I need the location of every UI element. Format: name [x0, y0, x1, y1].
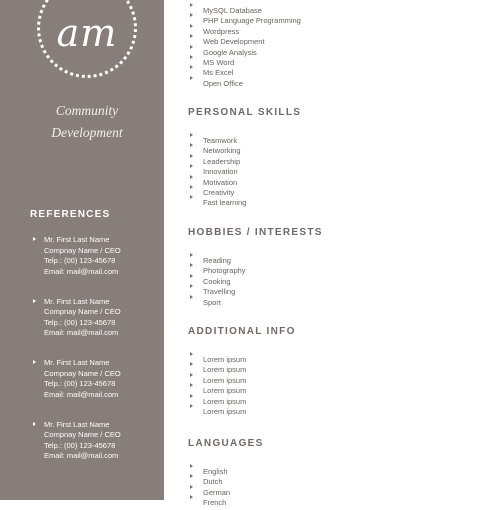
- reference-company: Compnay Name / CEO: [44, 307, 121, 316]
- bullet-icon: [190, 143, 193, 147]
- references-list: [33, 235, 161, 481]
- list-item: Cooking: [188, 271, 323, 281]
- list-item: Lorem ipsum: [188, 401, 296, 411]
- hobbies-section: [188, 227, 323, 307]
- job-title-line-1: Community: [55, 103, 119, 118]
- bullet-icon: [190, 253, 193, 257]
- bullet-icon: [190, 65, 193, 69]
- list-item: Reading: [188, 250, 323, 260]
- bullet-icon: [190, 383, 193, 387]
- reference-phone: Telp.: (00) 123-45678: [44, 379, 116, 388]
- monogram-text: am: [56, 11, 118, 55]
- list-item: Photography: [188, 260, 323, 270]
- reference-company: Compnay Name / CEO: [44, 368, 121, 378]
- list-item: French: [188, 492, 264, 502]
- bullet-icon: [190, 464, 193, 468]
- list-item: Fast learning: [188, 192, 301, 202]
- reference-phone: Telp.: (00) 123-45678: [44, 256, 116, 265]
- reference-company: Compnay Name / CEO: [44, 430, 121, 439]
- bullet-icon: [190, 24, 193, 28]
- list-item: Ms Excel: [188, 62, 301, 72]
- list-item: Lorem ipsum: [188, 349, 296, 359]
- reference-email: Email: mail@mail.com: [44, 266, 119, 276]
- reference-name: Mr. First Last Name: [44, 419, 110, 429]
- bullet-icon: [190, 195, 193, 199]
- list-item: Networking: [188, 140, 301, 150]
- bullet-icon: [33, 360, 36, 364]
- bullet-icon: [190, 495, 193, 499]
- reference-item: [33, 420, 161, 462]
- list-item: MS Word: [188, 52, 301, 62]
- list-item: Lorem ipsum: [188, 370, 296, 380]
- bullet-icon: [190, 485, 193, 489]
- list-item: MySQL Database: [188, 0, 301, 10]
- list-item: German: [188, 482, 264, 492]
- computer-skills-section: [188, 0, 301, 88]
- reference-email: Email: mail@mail.com: [44, 328, 119, 337]
- monogram-circle: [37, 0, 137, 78]
- bullet-icon: [190, 76, 193, 80]
- list-item: PHP Language Programming: [188, 10, 301, 20]
- list-item: Lorem ipsum: [188, 359, 296, 369]
- job-title-line-2: Development: [51, 125, 123, 140]
- list-item: Motivation: [188, 172, 301, 182]
- bullet-icon: [33, 422, 36, 426]
- bullet-icon: [190, 164, 193, 168]
- reference-name: Mr. First Last Name: [44, 235, 110, 244]
- bullet-icon: [190, 185, 193, 189]
- reference-name: Mr. First Last Name: [44, 296, 110, 306]
- bullet-icon: [190, 175, 193, 179]
- additional-info-section: [188, 326, 296, 416]
- section-heading: HOBBIES / INTERESTS: [188, 227, 323, 238]
- reference-item: [33, 297, 161, 339]
- reference-phone: Telp.: (00) 123-45678: [44, 317, 116, 327]
- sidebar: [0, 0, 164, 500]
- bullet-icon: [190, 274, 193, 278]
- list-item: Teamwork: [188, 130, 301, 140]
- reference-phone: Telp.: (00) 123-45678: [44, 440, 116, 450]
- reference-item: [33, 358, 161, 400]
- list-item: Web Development: [188, 31, 301, 41]
- bullet-icon: [190, 133, 193, 137]
- list-item: Open Office: [188, 73, 301, 83]
- bullet-icon: [190, 55, 193, 59]
- list-item: Creativity: [188, 182, 301, 192]
- list-item: Innovation: [188, 161, 301, 171]
- bullet-icon: [33, 237, 36, 241]
- languages-section: [188, 438, 264, 508]
- section-heading: ADDITIONAL INFO: [188, 326, 296, 337]
- list-item: Lorem ipsum: [188, 380, 296, 390]
- personal-skills-section: [188, 107, 302, 208]
- list-item: Wordpress: [188, 21, 301, 31]
- reference-name: Mr. First Last Name: [44, 358, 110, 367]
- bullet-icon: [190, 263, 193, 267]
- list-item: Travelling: [188, 281, 323, 291]
- references-heading: REFERENCES: [30, 209, 111, 220]
- section-heading: PERSONAL SKILLS: [188, 107, 302, 118]
- list-item: Sport: [188, 292, 323, 302]
- bullet-icon: [33, 299, 36, 303]
- bullet-icon: [190, 352, 193, 356]
- bullet-icon: [190, 404, 193, 408]
- list-item: Dutch: [188, 471, 264, 481]
- bullet-icon: [190, 362, 193, 366]
- bullet-icon: [190, 45, 193, 49]
- bullet-icon: [190, 474, 193, 478]
- bullet-icon: [190, 3, 193, 7]
- bullet-icon: [190, 295, 193, 299]
- bullet-icon: [190, 154, 193, 158]
- reference-company: Compnay Name / CEO: [44, 245, 121, 255]
- bullet-icon: [190, 373, 193, 377]
- list-item: Lorem ipsum: [188, 391, 296, 401]
- reference-email: Email: mail@mail.com: [44, 451, 119, 460]
- list-item: Leadership: [188, 151, 301, 161]
- bullet-icon: [190, 13, 193, 17]
- bullet-icon: [190, 394, 193, 398]
- section-heading: LANGUAGES: [188, 438, 264, 449]
- reference-item: [33, 235, 161, 277]
- list-item: Google Analysis: [188, 42, 301, 52]
- list-item: English: [188, 461, 264, 471]
- bullet-icon: [190, 34, 193, 38]
- reference-email: Email: mail@mail.com: [44, 389, 119, 399]
- bullet-icon: [190, 284, 193, 288]
